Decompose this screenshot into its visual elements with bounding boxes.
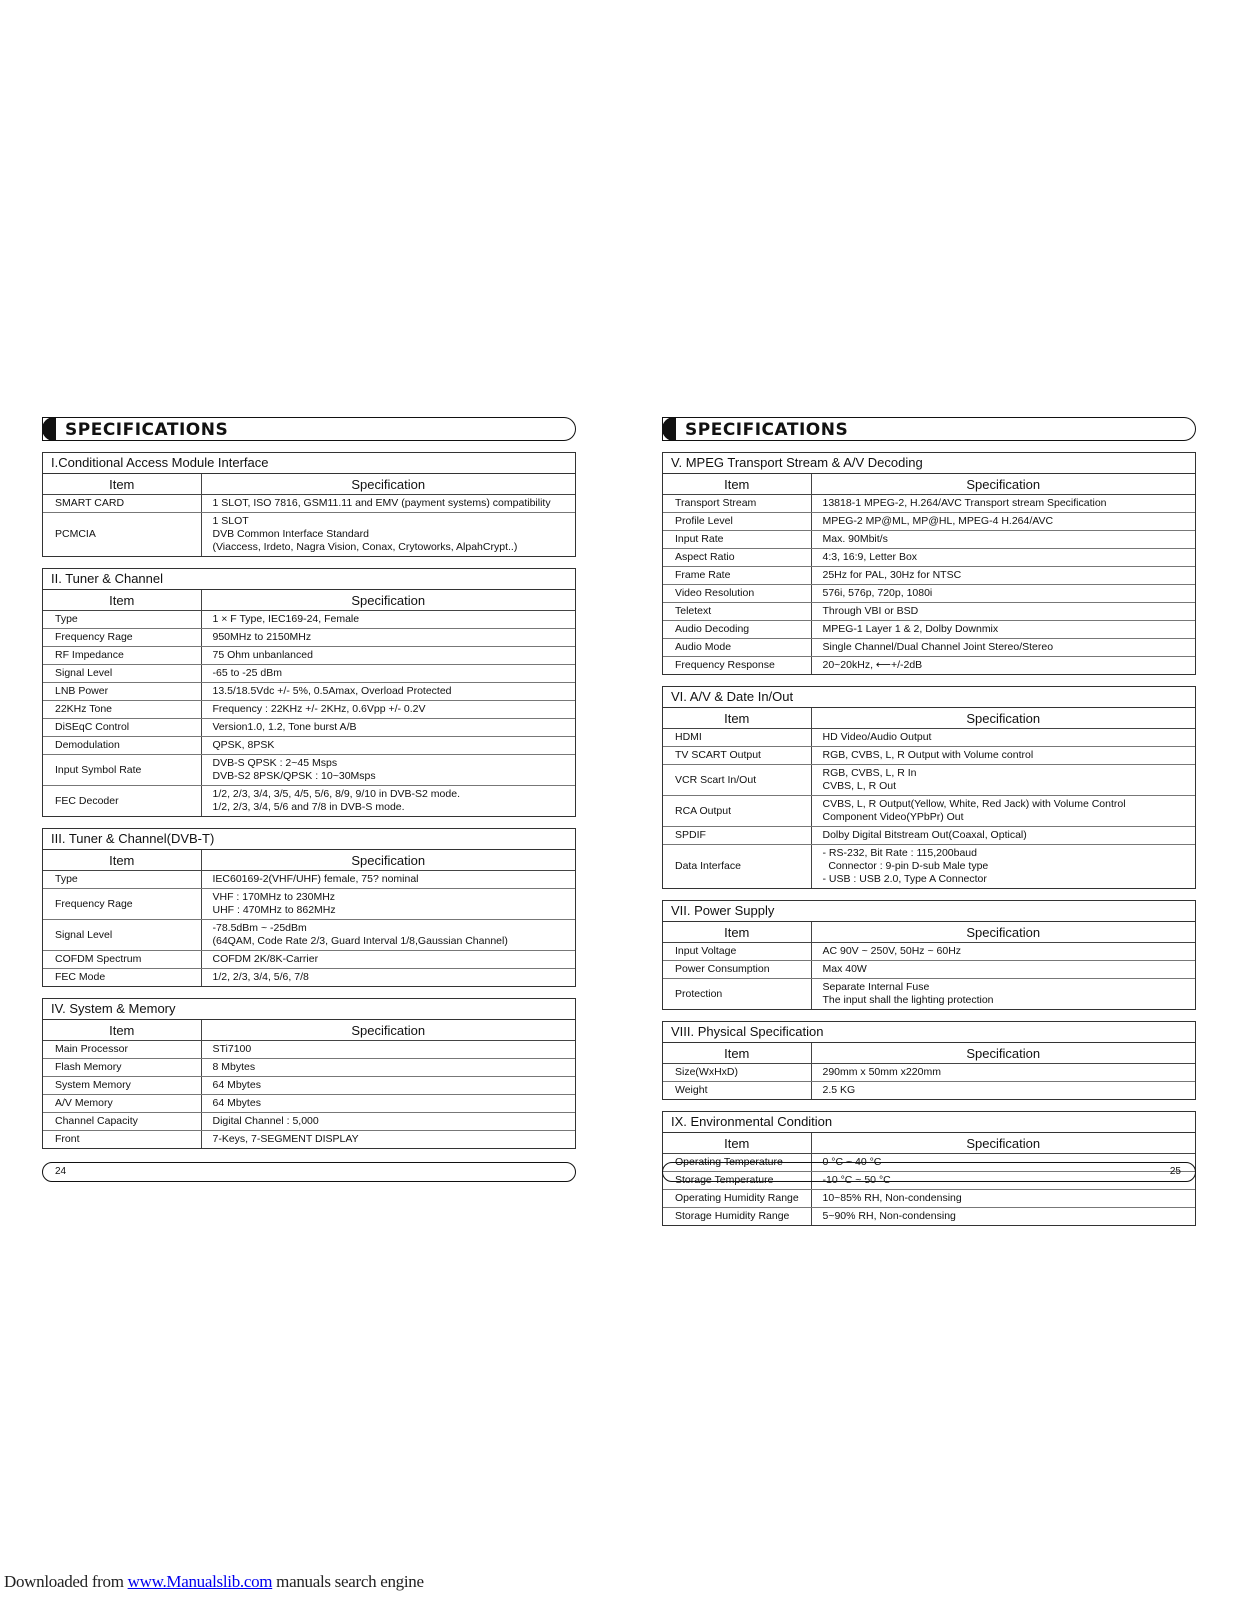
table-row [43,755,575,786]
table-row [663,1190,1195,1208]
table-row [663,657,1195,675]
row-spec: 1 SLOT DVB Common Interface Standard (Viaccess, Irdeto, Nagra Vision, Conax, Crytoworks, AlpahCrypt..) [212,515,518,553]
row-spec-cell [201,1095,575,1113]
row-item: Input Rate [663,531,811,549]
spec-section [42,568,576,817]
sections-container [42,452,576,1149]
row-spec: 75 Ohm unbanlanced [212,649,313,661]
spec-section [662,686,1196,889]
row-spec: -65 to -25 dBm [212,667,282,679]
row-item: Protection [663,979,811,1010]
row-spec: 1/2, 2/3, 3/4, 5/6, 7/8 [212,971,309,983]
row-spec: VHF : 170MHz to 230MHz UHF : 470MHz to 862MHz [212,891,336,916]
table-header-row [663,1133,1195,1154]
row-spec: MPEG-2 MP@ML, MP@HL, MPEG-4 H.264/AVC [822,515,1054,527]
table-row [663,1208,1195,1226]
row-spec: HD Video/Audio Output [822,731,932,743]
page-title: SPECIFICATIONS [685,420,849,440]
download-prefix: Downloaded from [4,1572,128,1591]
row-spec: STi7100 [212,1043,252,1055]
row-spec: 4:3, 16:9, Letter Box [822,551,918,563]
row-spec-cell [811,943,1195,961]
row-item: FEC Mode [43,969,201,987]
row-spec-cell [811,585,1195,603]
row-spec-cell [201,1059,575,1077]
row-spec-cell [201,629,575,647]
header-tab-decoration [662,417,676,441]
row-spec-cell [811,979,1195,1010]
row-item: Input Voltage [663,943,811,961]
table-header-row [663,922,1195,943]
row-spec: DVB-S QPSK : 2~45 Msps DVB-S2 8PSK/QPSK : 10~30Msps [212,757,376,782]
row-spec: 7-Keys, 7-SEGMENT DISPLAY [212,1133,359,1145]
section-title: IV. System & Memory [43,999,575,1020]
section-title: II. Tuner & Channel [43,569,575,590]
table-row [43,665,575,683]
spec-table [43,474,575,556]
left-page [42,417,576,1149]
row-item: 22KHz Tone [43,701,201,719]
spec-table [43,1020,575,1148]
row-spec: Dolby Digital Bitstream Out(Coaxal, Optical) [822,829,1027,841]
spec-section [42,828,576,987]
table-header-row [43,590,575,611]
table-row [43,647,575,665]
table-row [43,1095,575,1113]
spec-section [42,998,576,1149]
row-spec: 64 Mbytes [212,1097,261,1109]
table-row [663,495,1195,513]
row-item: Audio Mode [663,639,811,657]
table-row [663,747,1195,765]
row-item: Signal Level [43,920,201,951]
row-spec-cell [811,1064,1195,1082]
row-spec-cell [811,747,1195,765]
column-header-item: Item [663,922,811,943]
column-header-specification: Specification [201,1020,575,1041]
table-row [663,943,1195,961]
table-row [663,585,1195,603]
column-header-item: Item [43,590,201,611]
row-spec-cell [201,719,575,737]
table-row [43,969,575,987]
row-spec: RGB, CVBS, L, R In CVBS, L, R Out [822,767,917,792]
row-item: DiSEqC Control [43,719,201,737]
section-title: III. Tuner & Channel(DVB-T) [43,829,575,850]
table-row [663,765,1195,796]
row-item: Main Processor [43,1041,201,1059]
row-spec: IEC60169-2(VHF/UHF) female, 75? nominal [212,873,419,885]
page-number: 24 [55,1166,67,1177]
spec-table [43,590,575,816]
row-spec: 10~85% RH, Non-condensing [822,1192,962,1204]
page-footer [662,1162,1196,1182]
spec-table [663,922,1195,1009]
section-title: I.Conditional Access Module Interface [43,453,575,474]
column-header-item: Item [43,850,201,871]
row-spec: 5~90% RH, Non-condensing [822,1210,956,1222]
row-spec: 290mm x 50mm x220mm [822,1066,941,1078]
row-spec: Separate Internal Fuse The input shall the lighting protection [822,981,994,1006]
table-row [43,513,575,557]
row-item: Channel Capacity [43,1113,201,1131]
header-bar [662,417,1196,441]
table-row [663,1082,1195,1100]
page-footer [42,1162,576,1182]
row-spec-cell [811,796,1195,827]
column-header-specification: Specification [811,1133,1195,1154]
row-spec: 8 Mbytes [212,1061,256,1073]
table-row [663,827,1195,845]
row-spec: 0 °C ~ 40 °C [822,1156,882,1168]
row-spec: 25Hz for PAL, 30Hz for NTSC [822,569,962,581]
row-spec-cell [811,495,1195,513]
row-spec-cell [811,1082,1195,1100]
row-spec-cell [201,920,575,951]
row-item: Frequency Rage [43,889,201,920]
table-row [43,719,575,737]
table-row [43,1041,575,1059]
page-number: 25 [1169,1166,1181,1177]
table-header-row [663,474,1195,495]
row-item: Type [43,871,201,889]
row-spec: Through VBI or BSD [822,605,919,617]
row-item: Type [43,611,201,629]
row-spec: MPEG-1 Layer 1 & 2, Dolby Downmix [822,623,999,635]
table-row [43,1113,575,1131]
row-item: RF Impedance [43,647,201,665]
section-title: V. MPEG Transport Stream & A/V Decoding [663,453,1195,474]
row-spec-cell [811,961,1195,979]
row-item: Input Symbol Rate [43,755,201,786]
row-spec: 576i, 576p, 720p, 1080i [822,587,933,599]
row-item: System Memory [43,1077,201,1095]
column-header-item: Item [43,474,201,495]
row-spec-cell [811,729,1195,747]
table-row [43,683,575,701]
table-row [663,513,1195,531]
right-page [662,417,1196,1226]
row-spec: Single Channel/Dual Channel Joint Stereo/Stereo [822,641,1054,653]
table-row [663,1064,1195,1082]
spec-table [663,474,1195,674]
row-item: FEC Decoder [43,786,201,817]
row-spec-cell [811,1208,1195,1226]
column-header-specification: Specification [201,590,575,611]
row-spec-cell [811,845,1195,889]
table-row [663,639,1195,657]
row-item: Storage Temperature [663,1172,811,1190]
table-row [43,1077,575,1095]
column-header-item: Item [663,708,811,729]
table-row [43,920,575,951]
row-item: A/V Memory [43,1095,201,1113]
row-spec: Frequency : 22KHz +/- 2KHz, 0.6Vpp +/- 0.2V [212,703,426,715]
row-item: VCR Scart In/Out [663,765,811,796]
row-item: COFDM Spectrum [43,951,201,969]
table-row [663,979,1195,1010]
row-spec-cell [201,889,575,920]
row-item: Signal Level [43,665,201,683]
spec-section [662,900,1196,1010]
column-header-specification: Specification [201,850,575,871]
row-spec-cell [811,1190,1195,1208]
table-row [43,1059,575,1077]
row-spec-cell [811,531,1195,549]
row-item: Audio Decoding [663,621,811,639]
row-item: Aspect Ratio [663,549,811,567]
row-spec: Digital Channel : 5,000 [212,1115,319,1127]
row-item: SPDIF [663,827,811,845]
download-suffix: manuals search engine [272,1572,424,1591]
row-item: Teletext [663,603,811,621]
row-spec: COFDM 2K/8K-Carrier [212,953,319,965]
row-item: Storage Humidity Range [663,1208,811,1226]
row-spec: 13.5/18.5Vdc +/- 5%, 0.5Amax, Overload Protected [212,685,452,697]
table-row [663,531,1195,549]
table-row [663,549,1195,567]
row-spec-cell [201,871,575,889]
table-row [663,961,1195,979]
row-item: Flash Memory [43,1059,201,1077]
row-spec-cell [201,1041,575,1059]
row-spec: 1 SLOT, ISO 7816, GSM11.11 and EMV (payment systems) compatibility [212,497,551,509]
row-item: Frequency Rage [43,629,201,647]
table-header-row [43,850,575,871]
table-header-row [663,708,1195,729]
table-row [663,603,1195,621]
row-item: Video Resolution [663,585,811,603]
row-spec-cell [811,513,1195,531]
row-item: Size(WxHxD) [663,1064,811,1082]
row-spec: CVBS, L, R Output(Yellow, White, Red Jack) with Volume Control Component Video(YPbPr) Out [822,798,1126,823]
row-item: TV SCART Output [663,747,811,765]
row-spec-cell [201,1131,575,1149]
row-spec: QPSK, 8PSK [212,739,275,751]
table-row [663,567,1195,585]
table-header-row [43,1020,575,1041]
row-spec-cell [201,1113,575,1131]
row-spec-cell [201,611,575,629]
row-spec: Max 40W [822,963,867,975]
spec-section [662,452,1196,675]
row-spec-cell [201,737,575,755]
row-spec-cell [811,639,1195,657]
sections-container [662,452,1196,1226]
table-row [43,629,575,647]
column-header-specification: Specification [811,1043,1195,1064]
row-spec: Version1.0, 1.2, Tone burst A/B [212,721,357,733]
section-title: VI. A/V & Date In/Out [663,687,1195,708]
spec-table [663,1043,1195,1099]
row-spec: AC 90V ~ 250V, 50Hz ~ 60Hz [822,945,962,957]
row-spec: 1 × F Type, IEC169-24, Female [212,613,360,625]
row-item: Demodulation [43,737,201,755]
header-bar [42,417,576,441]
table-row [43,611,575,629]
column-header-specification: Specification [201,474,575,495]
row-item: Operating Temperature [663,1154,811,1172]
spec-table [43,850,575,986]
table-row [43,951,575,969]
section-title: VII. Power Supply [663,901,1195,922]
row-item: Frame Rate [663,567,811,585]
row-item: Transport Stream [663,495,811,513]
row-spec-cell [201,755,575,786]
table-row [43,701,575,719]
row-spec-cell [201,683,575,701]
row-spec: 1/2, 2/3, 3/4, 3/5, 4/5, 5/6, 8/9, 9/10 in DVB-S2 mode. 1/2, 2/3, 3/4, 5/6 and 7/8 in DVB-S mode. [212,788,460,813]
row-spec-cell [811,621,1195,639]
column-header-specification: Specification [811,474,1195,495]
page-title: SPECIFICATIONS [65,420,229,440]
row-spec: 2.5 KG [822,1084,856,1096]
row-spec: 13818-1 MPEG-2, H.264/AVC Transport stream Specification [822,497,1107,509]
row-spec-cell [201,701,575,719]
row-item: PCMCIA [43,513,201,557]
column-header-item: Item [663,1133,811,1154]
row-item: SMART CARD [43,495,201,513]
row-spec: -10 °C ~ 50 °C [822,1174,891,1186]
row-spec: 64 Mbytes [212,1079,261,1091]
row-spec: 20~20kHz, ⟵+/-2dB [822,659,923,671]
column-header-item: Item [43,1020,201,1041]
row-item: Operating Humidity Range [663,1190,811,1208]
manualslib-link[interactable]: www.Manualslib.com [127,1572,273,1591]
spec-section [42,452,576,557]
section-title: VIII. Physical Specification [663,1022,1195,1043]
table-row [43,1131,575,1149]
table-row [43,495,575,513]
row-spec-cell [811,765,1195,796]
section-title: IX. Environmental Condition [663,1112,1195,1133]
table-row [663,621,1195,639]
row-item: Power Consumption [663,961,811,979]
row-spec-cell [201,647,575,665]
spec-table [663,708,1195,888]
table-row [663,845,1195,889]
column-header-specification: Specification [811,922,1195,943]
row-item: Weight [663,1082,811,1100]
row-spec: Max. 90Mbit/s [822,533,888,545]
row-item: Front [43,1131,201,1149]
row-spec-cell [201,786,575,817]
row-spec-cell [201,969,575,987]
table-header-row [43,474,575,495]
table-row [43,871,575,889]
row-item: Frequency Response [663,657,811,675]
row-spec-cell [811,827,1195,845]
download-note [4,1572,424,1592]
row-spec-cell [201,513,575,557]
row-item: HDMI [663,729,811,747]
row-spec-cell [811,657,1195,675]
table-row [663,796,1195,827]
row-spec-cell [811,549,1195,567]
row-item: Data Interface [663,845,811,889]
column-header-item: Item [663,1043,811,1064]
row-spec-cell [201,665,575,683]
row-spec-cell [811,567,1195,585]
row-spec: 950MHz to 2150MHz [212,631,312,643]
header-tab-decoration [42,417,56,441]
row-item: LNB Power [43,683,201,701]
row-spec-cell [811,603,1195,621]
column-header-item: Item [663,474,811,495]
table-row [43,889,575,920]
table-row [43,737,575,755]
row-spec-cell [201,951,575,969]
row-item: RCA Output [663,796,811,827]
row-spec: - RS-232, Bit Rate : 115,200baud Connector : 9-pin D-sub Male type - USB : USB 2.0, Type A Connector [822,847,989,885]
row-spec: -78.5dBm ~ -25dBm (64QAM, Code Rate 2/3, Guard Interval 1/8,Gaussian Channel) [212,922,508,947]
spec-section [662,1021,1196,1100]
row-spec-cell [201,1077,575,1095]
row-spec: RGB, CVBS, L, R Output with Volume control [822,749,1034,761]
row-item: Profile Level [663,513,811,531]
row-spec-cell [201,495,575,513]
column-header-specification: Specification [811,708,1195,729]
table-header-row [663,1043,1195,1064]
table-row [663,729,1195,747]
table-row [43,786,575,817]
